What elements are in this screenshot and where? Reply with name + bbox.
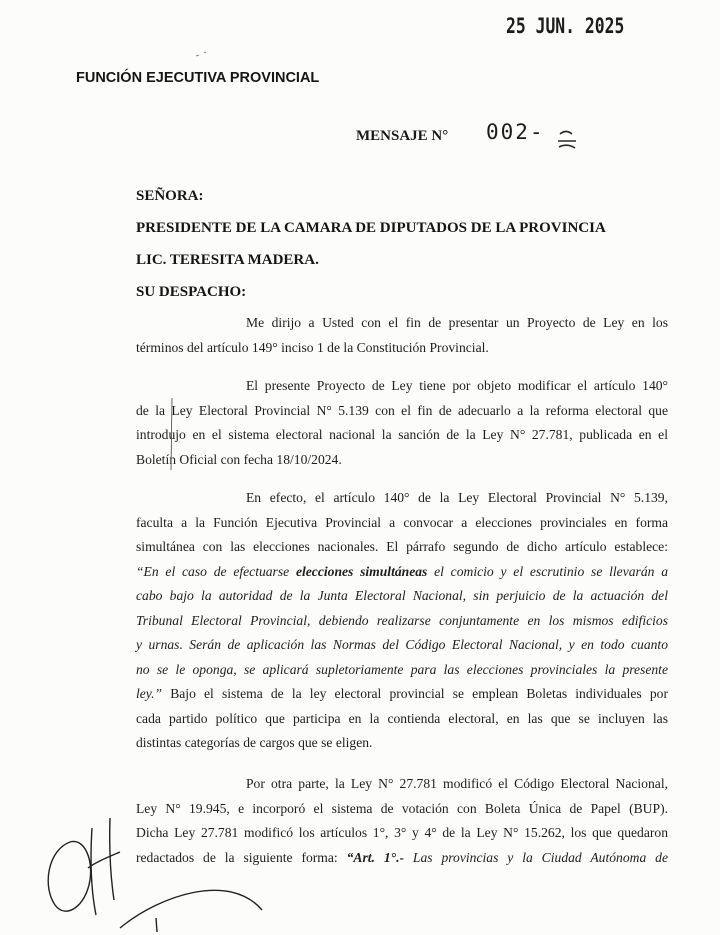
paragraph-line: Por otra parte, la Ley N° 27.781 modificó el Código Electoral Nacional, bbox=[246, 776, 668, 791]
paper-speck-mark bbox=[196, 52, 206, 56]
paragraph-line: Ley N° 19.945, e incorporó el sistema de votación con Boleta Única de Papel (BUP). bbox=[136, 800, 668, 816]
paragraph-line: Boletín Oficial con fecha 18/10/2024. bbox=[136, 451, 342, 467]
paragraph-3 bbox=[136, 486, 668, 756]
paragraph-line: introdujo en el sistema electoral nacional la sanción de la Ley N° 27.781, publicada en el bbox=[136, 427, 668, 442]
paragraph-line: simultánea con las elecciones nacionales. El párrafo segundo de dicho artículo establece: bbox=[136, 539, 668, 554]
date-stamp: 25 JUN. 2025 bbox=[506, 14, 625, 38]
article-heading: “Art. 1°.- bbox=[346, 849, 405, 865]
quoted-law-line: no se le oponga, se aplicará supletoriamente para las elecciones provinciales la presente bbox=[136, 661, 668, 677]
text-fragment: Bajo el sistema de la ley electoral provincial se emplean Boletas individuales por bbox=[162, 686, 668, 701]
message-number-label: MENSAJE N° bbox=[356, 128, 449, 144]
quote-fragment: Las provincias y la Ciudad Autónoma de bbox=[404, 849, 668, 865]
paragraph-1 bbox=[136, 311, 668, 360]
salutation: SEÑORA: bbox=[136, 188, 204, 204]
paragraph-2 bbox=[136, 374, 668, 472]
quoted-law-line: cabo bajo la autoridad de la Junta Electoral Nacional, sin perjuicio de la actuación del bbox=[136, 588, 668, 603]
message-number-value: 002- bbox=[486, 120, 545, 144]
recipient-office: SU DESPACHO: bbox=[136, 284, 247, 300]
quoted-law-line: y urnas. Serán de aplicación las Normas del Código Electoral Nacional, y en todo cuanto bbox=[136, 637, 668, 652]
quoted-law-line bbox=[136, 560, 668, 585]
initials-signature-mark bbox=[88, 818, 120, 915]
paragraph-line: El presente Proyecto de Ley tiene por objeto modificar el artículo 140° bbox=[246, 378, 668, 393]
paragraph-line: faculta a la Función Ejecutiva Provincial a convocar a elecciones provinciales en forma bbox=[136, 514, 668, 530]
signature-curve-mark bbox=[120, 890, 262, 928]
paragraph-line: cada partido político que participa en la contienda electoral, en las que se incluyen las bbox=[136, 710, 668, 726]
paragraph-line: Dicha Ley 27.781 modificó los artículos 1°, 3° y 4° de la Ley N° 15.262, los que quedaron bbox=[136, 825, 668, 840]
initials-signature-mark bbox=[48, 841, 90, 911]
paragraph-line: Me dirijo a Usted con el fin de presentar un Proyecto de Ley en los bbox=[246, 315, 668, 330]
recipient-title: PRESIDENTE DE LA CAMARA DE DIPUTADOS DE LA PROVINCIA bbox=[136, 220, 606, 236]
handwritten-number-suffix-mark bbox=[558, 132, 576, 149]
issuing-authority-header: FUNCIÓN EJECUTIVA PROVINCIAL bbox=[76, 70, 320, 86]
recipient-name: LIC. TERESITA MADERA. bbox=[136, 252, 319, 268]
text-fragment: redactados de la siguiente forma: bbox=[136, 849, 347, 865]
paragraph-line: distintas categorías de cargos que se eligen. bbox=[136, 735, 373, 750]
quote-emphasis: elecciones simultáneas bbox=[295, 563, 428, 579]
quote-fragment: ley.” bbox=[136, 686, 163, 701]
quoted-law-line: Tribunal Electoral Provincial, debiendo realizarse conjuntamente en los mismos edificios bbox=[136, 612, 668, 628]
signature-tick-mark bbox=[156, 918, 157, 932]
paragraph-line: de la Ley Electoral Provincial N° 5.139 con el fin de adecuarlo a la reforma electoral que bbox=[136, 402, 668, 418]
quote-fragment: “En el caso de efectuarse bbox=[136, 563, 296, 579]
paragraph-line: términos del artículo 149° inciso 1 de la Constitución Provincial. bbox=[136, 339, 489, 355]
paragraph-line: En efecto, el artículo 140° de la Ley Electoral Provincial N° 5.139, bbox=[246, 490, 668, 505]
paragraph-line bbox=[136, 682, 668, 707]
paragraph-line bbox=[136, 846, 668, 871]
paragraph-4 bbox=[136, 772, 668, 870]
quote-fragment: el comicio y el escrutinio se llevarán a bbox=[427, 563, 668, 579]
